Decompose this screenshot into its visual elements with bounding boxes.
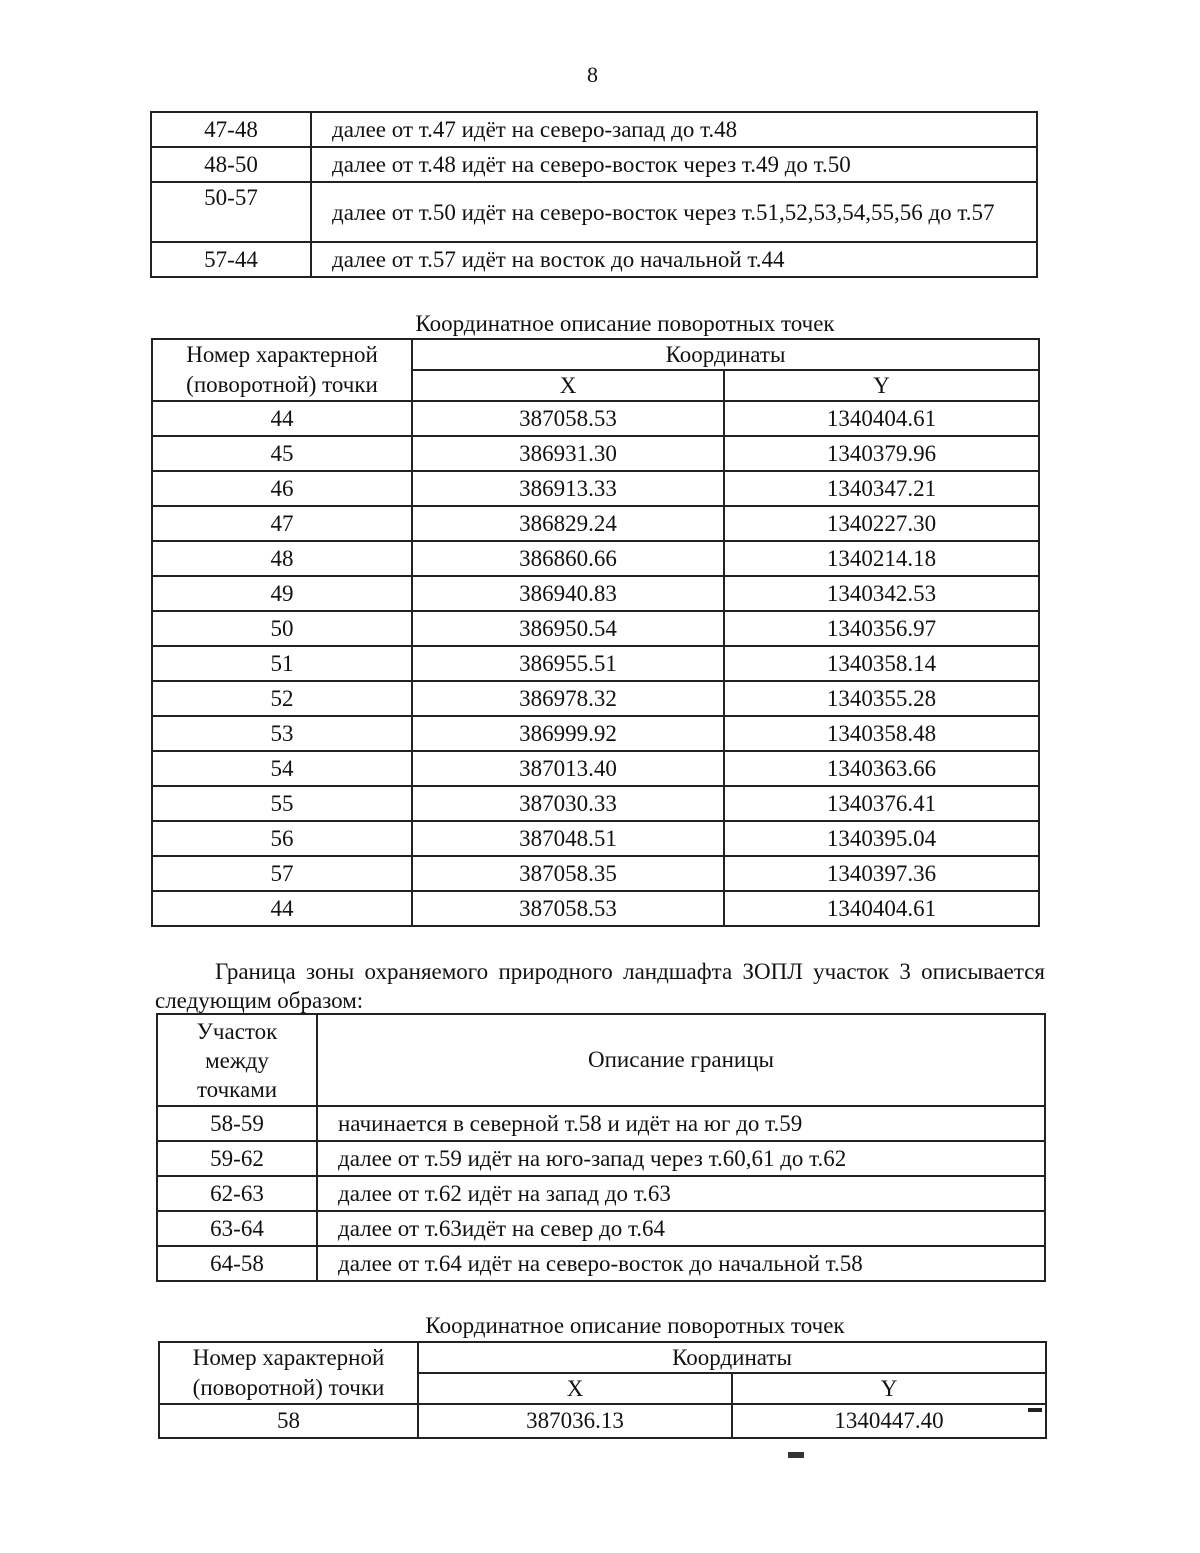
point-cell: 58 bbox=[159, 1404, 418, 1438]
segment-header-line: между bbox=[205, 1047, 269, 1073]
point-cell: 55 bbox=[152, 786, 412, 821]
table-row bbox=[152, 716, 1039, 751]
table-row bbox=[152, 681, 1039, 716]
y-cell: 1340395.04 bbox=[724, 821, 1039, 856]
coord-table-1-caption: Координатное описание поворотных точек bbox=[415, 311, 835, 336]
x-cell: 387030.33 bbox=[412, 786, 724, 821]
boundary-table-2 bbox=[156, 1013, 1046, 1282]
point-cell: 44 bbox=[152, 891, 412, 926]
y-header: Y bbox=[732, 1373, 1046, 1404]
table-row bbox=[152, 786, 1039, 821]
paragraph-text: Граница зоны охраняемого природного ландшафта ЗОПЛ участок 3 описывается следующим образом: bbox=[155, 959, 1045, 1013]
description-cell: далее от т.57 идёт на восток до начальной т.44 bbox=[311, 242, 1037, 277]
x-cell: 386950.54 bbox=[412, 611, 724, 646]
table-row bbox=[157, 1141, 1045, 1176]
segment-cell: 59-62 bbox=[157, 1141, 317, 1176]
x-header: X bbox=[418, 1373, 732, 1404]
x-cell: 386860.66 bbox=[412, 541, 724, 576]
table-row bbox=[157, 1246, 1045, 1281]
x-cell: 387036.13 bbox=[418, 1404, 732, 1438]
y-header: Y bbox=[724, 370, 1039, 401]
segment-cell: 64-58 bbox=[157, 1246, 317, 1281]
y-cell: 1340358.14 bbox=[724, 646, 1039, 681]
scan-mark bbox=[1028, 1408, 1042, 1412]
table-row bbox=[151, 242, 1037, 277]
x-cell: 386978.32 bbox=[412, 681, 724, 716]
segment-header-line: точками bbox=[196, 1076, 278, 1102]
point-cell: 57 bbox=[152, 856, 412, 891]
segment-cell: 63-64 bbox=[157, 1211, 317, 1246]
point-header bbox=[152, 339, 412, 401]
coord-table-2-caption: Координатное описание поворотных точек bbox=[425, 1313, 845, 1338]
description-cell: далее от т.63идёт на север до т.64 bbox=[317, 1211, 1045, 1246]
boundary-paragraph bbox=[155, 957, 1045, 1015]
table-row bbox=[157, 1176, 1045, 1211]
table-row bbox=[152, 541, 1039, 576]
table-row bbox=[157, 1211, 1045, 1246]
table-row bbox=[152, 401, 1039, 436]
segment-cell: 48-50 bbox=[151, 147, 311, 182]
description-cell: далее от т.50 идёт на северо-восток через т.51,52,53,54,55,56 до т.57 bbox=[311, 182, 1037, 242]
description-cell: далее от т.59 идёт на юго-запад через т.60,61 до т.62 bbox=[317, 1141, 1045, 1176]
point-cell: 48 bbox=[152, 541, 412, 576]
point-cell: 46 bbox=[152, 471, 412, 506]
scan-mark bbox=[788, 1452, 804, 1458]
table-row bbox=[152, 751, 1039, 786]
segment-cell: 62-63 bbox=[157, 1176, 317, 1211]
table-row bbox=[151, 147, 1037, 182]
y-cell: 1340404.61 bbox=[724, 891, 1039, 926]
point-cell: 44 bbox=[152, 401, 412, 436]
x-cell: 386913.33 bbox=[412, 471, 724, 506]
point-header-line: (поворотной) точки bbox=[186, 372, 378, 397]
point-cell: 47 bbox=[152, 506, 412, 541]
table-row bbox=[152, 646, 1039, 681]
description-cell: далее от т.62 идёт на запад до т.63 bbox=[317, 1176, 1045, 1211]
y-cell: 1340404.61 bbox=[724, 401, 1039, 436]
point-cell: 56 bbox=[152, 821, 412, 856]
segment-cell: 50-57 bbox=[151, 182, 311, 242]
point-cell: 52 bbox=[152, 681, 412, 716]
coords-header: Координаты bbox=[418, 1342, 1046, 1373]
y-cell: 1340214.18 bbox=[724, 541, 1039, 576]
table-row bbox=[152, 471, 1039, 506]
x-cell: 386955.51 bbox=[412, 646, 724, 681]
y-cell: 1340356.97 bbox=[724, 611, 1039, 646]
point-cell: 54 bbox=[152, 751, 412, 786]
x-cell: 386829.24 bbox=[412, 506, 724, 541]
x-header: X bbox=[412, 370, 724, 401]
segment-header-line: Участок bbox=[196, 1018, 278, 1044]
page-number: 8 bbox=[587, 62, 598, 87]
boundary-table-1 bbox=[150, 111, 1038, 278]
coord-table-1 bbox=[151, 338, 1040, 927]
table-row bbox=[152, 611, 1039, 646]
point-cell: 49 bbox=[152, 576, 412, 611]
segment-cell: 58-59 bbox=[157, 1106, 317, 1141]
point-cell: 53 bbox=[152, 716, 412, 751]
x-cell: 386999.92 bbox=[412, 716, 724, 751]
y-cell: 1340347.21 bbox=[724, 471, 1039, 506]
segment-cell: 47-48 bbox=[151, 112, 311, 147]
x-cell: 387058.53 bbox=[412, 401, 724, 436]
segment-header bbox=[157, 1014, 317, 1106]
table-row bbox=[152, 821, 1039, 856]
table-row bbox=[152, 436, 1039, 471]
description-cell: далее от т.47 идёт на северо-запад до т.48 bbox=[311, 112, 1037, 147]
y-cell: 1340379.96 bbox=[724, 436, 1039, 471]
point-header-line: Номер характерной bbox=[192, 1345, 385, 1370]
table-row bbox=[152, 856, 1039, 891]
table-row bbox=[151, 182, 1037, 242]
table-row bbox=[157, 1106, 1045, 1141]
y-cell: 1340376.41 bbox=[724, 786, 1039, 821]
y-cell: 1340363.66 bbox=[724, 751, 1039, 786]
table-row bbox=[159, 1404, 1046, 1438]
description-cell: начинается в северной т.58 и идёт на юг до т.59 bbox=[317, 1106, 1045, 1141]
point-header-line: Номер характерной bbox=[186, 342, 378, 367]
table-row bbox=[152, 506, 1039, 541]
y-cell: 1340342.53 bbox=[724, 576, 1039, 611]
y-cell: 1340358.48 bbox=[724, 716, 1039, 751]
table-row bbox=[152, 576, 1039, 611]
x-cell: 387013.40 bbox=[412, 751, 724, 786]
x-cell: 387058.53 bbox=[412, 891, 724, 926]
point-cell: 45 bbox=[152, 436, 412, 471]
description-header: Описание границы bbox=[317, 1014, 1045, 1106]
point-header bbox=[159, 1342, 418, 1404]
y-cell: 1340447.40 bbox=[732, 1404, 1046, 1438]
table-row bbox=[152, 891, 1039, 926]
coords-header: Координаты bbox=[412, 339, 1039, 370]
x-cell: 386940.83 bbox=[412, 576, 724, 611]
description-cell: далее от т.64 идёт на северо-восток до начальной т.58 bbox=[317, 1246, 1045, 1281]
x-cell: 386931.30 bbox=[412, 436, 724, 471]
y-cell: 1340355.28 bbox=[724, 681, 1039, 716]
point-cell: 50 bbox=[152, 611, 412, 646]
x-cell: 387048.51 bbox=[412, 821, 724, 856]
point-header-line: (поворотной) точки bbox=[192, 1375, 385, 1400]
coord-table-2 bbox=[158, 1341, 1047, 1439]
y-cell: 1340227.30 bbox=[724, 506, 1039, 541]
description-cell: далее от т.48 идёт на северо-восток через т.49 до т.50 bbox=[311, 147, 1037, 182]
table-row bbox=[151, 112, 1037, 147]
y-cell: 1340397.36 bbox=[724, 856, 1039, 891]
x-cell: 387058.35 bbox=[412, 856, 724, 891]
segment-cell: 57-44 bbox=[151, 242, 311, 277]
point-cell: 51 bbox=[152, 646, 412, 681]
